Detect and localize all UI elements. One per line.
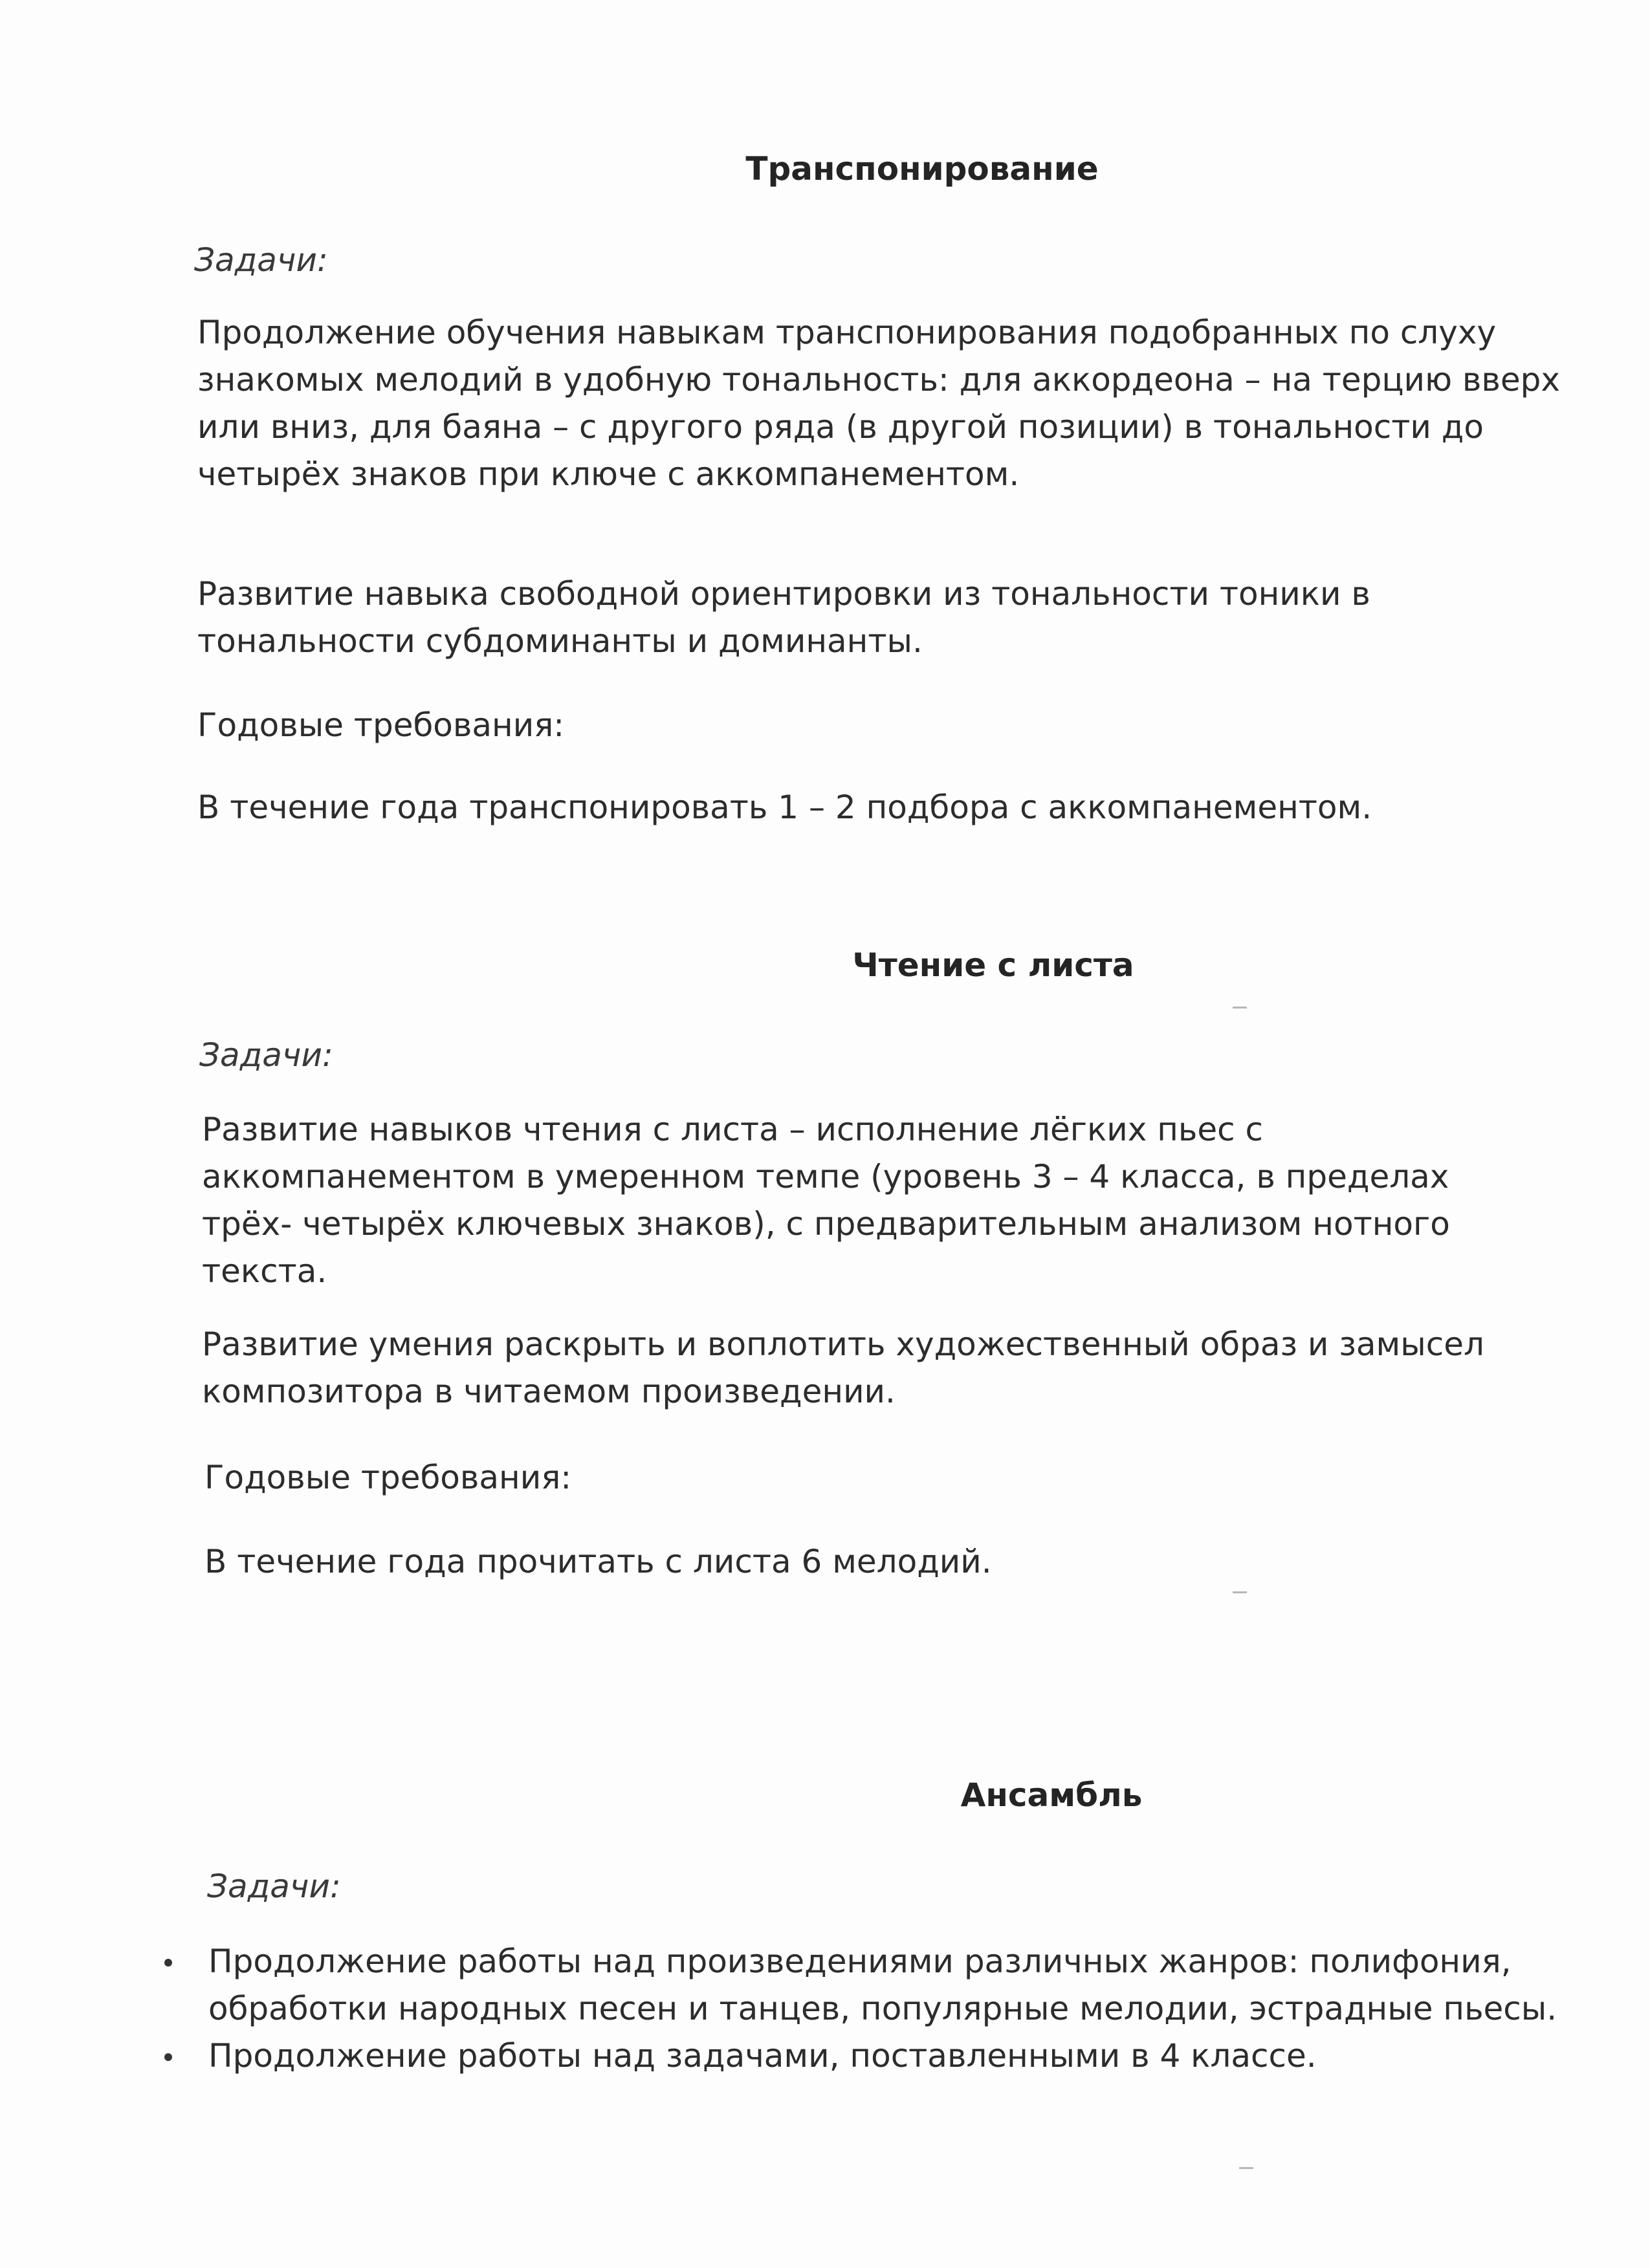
tasks-label: Задачи: <box>199 1036 333 1074</box>
paragraph: Продолжение обучения навыкам транспонирования подобранных по слуху знакомых мелодий в удобную тональность: для аккордеона – на терцию вверх или вниз, для баяна – с другого ряда (в другой позиции) в тональности до четырёх знаков при ключе с аккомпанементом. <box>197 314 1560 493</box>
requirements-text: В течение года транспонировать 1 – 2 подбора с аккомпанементом. <box>197 789 1372 826</box>
bullet-icon <box>164 1959 172 1967</box>
bullet-icon <box>164 2053 172 2061</box>
requirements-label: Годовые требования: <box>204 1459 572 1496</box>
paragraph: Развитие навыка свободной ориентировки из тональности тоники в тональности субдоминанты и доминанты. <box>197 575 1370 660</box>
section-title-ensemble: Ансамбль <box>960 1776 1143 1814</box>
section-title-sight-reading: Чтение с листа <box>852 946 1134 984</box>
tasks-label: Задачи: <box>194 241 328 279</box>
ensemble-task-list <box>208 1938 1561 2080</box>
scan-speck <box>1239 2167 1253 2169</box>
requirements-label: Годовые требования: <box>197 706 565 744</box>
list-item <box>208 2033 1561 2080</box>
tasks-label: Задачи: <box>207 1868 341 1905</box>
list-item-text: Продолжение работы над задачами, поставленными в 4 классе. <box>208 2037 1317 2075</box>
scan-speck <box>1233 1007 1247 1009</box>
list-item-text: Продолжение работы над произведениями различных жанров: полифония, обработки народных песен и танцев, популярные мелодии, эстрадные пьесы. <box>208 1943 1557 2027</box>
section-title-transposition: Транспонирование <box>745 150 1099 188</box>
requirements-text: В течение года прочитать с листа 6 мелодий. <box>204 1543 992 1580</box>
scan-speck <box>1233 1591 1247 1593</box>
paragraph: Развитие навыков чтения с листа – исполнение лёгких пьес с аккомпанементом в умеренном темпе (уровень 3 – 4 класса, в пределах трёх- четырёх ключевых знаков), с предварительным анализом нотного текста. <box>202 1111 1450 1290</box>
paragraph: Развитие умения раскрыть и воплотить художественный образ и замысел композитора в читаемом произведении. <box>202 1325 1484 1410</box>
list-item <box>208 1938 1561 2033</box>
